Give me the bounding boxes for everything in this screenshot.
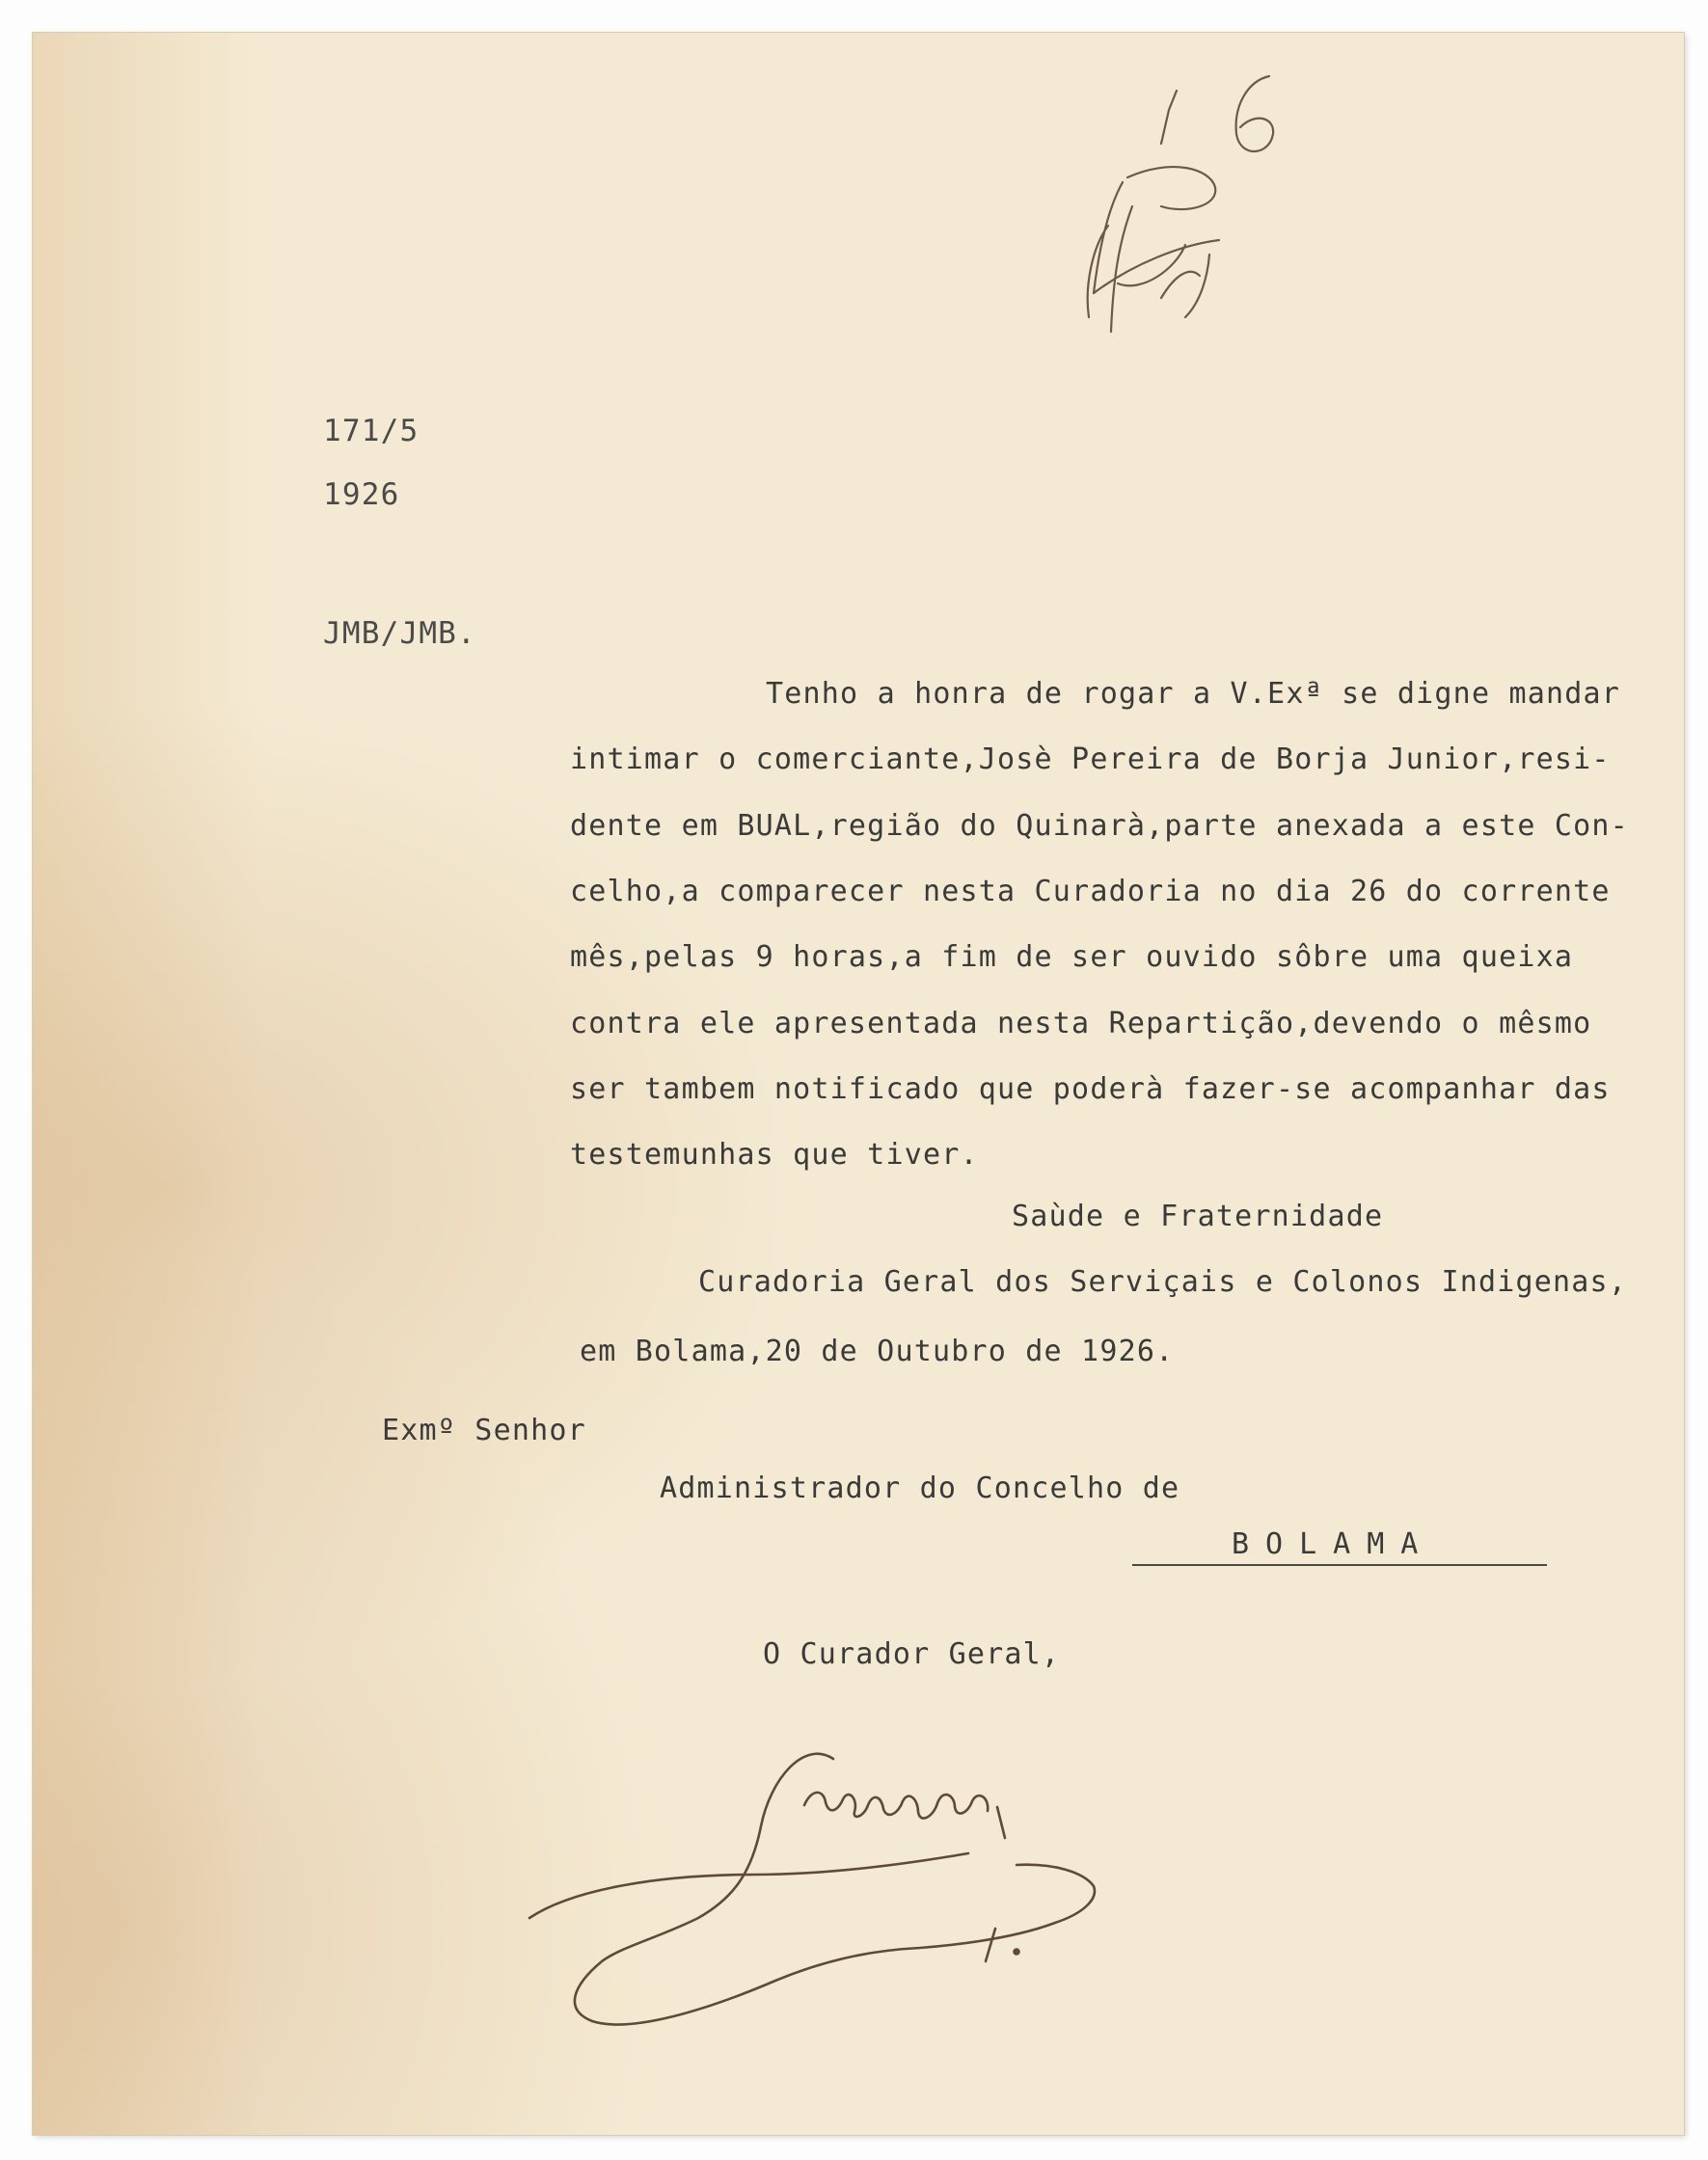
body-line-7: ser tambem notificado que poderà fazer-se acompanhar das bbox=[570, 1072, 1611, 1106]
signatory-title: O Curador Geral, bbox=[763, 1637, 1061, 1671]
addressee-role: Administrador do Concelho de bbox=[660, 1472, 1180, 1505]
addressee-title: Exmº Senhor bbox=[382, 1414, 586, 1447]
office-line: Curadoria Geral dos Serviçais e Colonos Indigenas, bbox=[698, 1265, 1628, 1299]
reference-number: 171/5 bbox=[323, 414, 420, 448]
body-line-4: celho,a comparecer nesta Curadoria no dia 26 do corrente bbox=[570, 875, 1611, 908]
body-line-6: contra ele apresentada nesta Repartição,devendo o mêsmo bbox=[570, 1007, 1592, 1040]
body-line-5: mês,pelas 9 horas,a fim de ser ouvido sôbre uma queixa bbox=[570, 940, 1574, 974]
body-line-1: Tenho a honra de rogar a V.Exª se digne mandar bbox=[766, 677, 1621, 711]
body-line-3: dente em BUAL,região do Quinarà,parte anexada a este Con- bbox=[570, 809, 1629, 843]
body-line-8: testemunhas que tiver. bbox=[570, 1138, 979, 1172]
addressee-place: BOLAMA bbox=[1232, 1527, 1435, 1561]
body-line-2: intimar o comerciante,Josè Pereira de Borja Junior,resi- bbox=[570, 742, 1611, 776]
signature bbox=[515, 1720, 1248, 2029]
addressee-underline bbox=[1132, 1564, 1547, 1566]
letter-page bbox=[33, 33, 1684, 2135]
typist-initials: JMB/JMB. bbox=[323, 616, 476, 651]
place-date: em Bolama,20 de Outubro de 1926. bbox=[580, 1335, 1175, 1368]
closing-salutation: Saùde e Fraternidade bbox=[1012, 1200, 1384, 1233]
reference-year: 1926 bbox=[323, 477, 400, 512]
folio-mark-handwritten bbox=[1017, 52, 1306, 380]
